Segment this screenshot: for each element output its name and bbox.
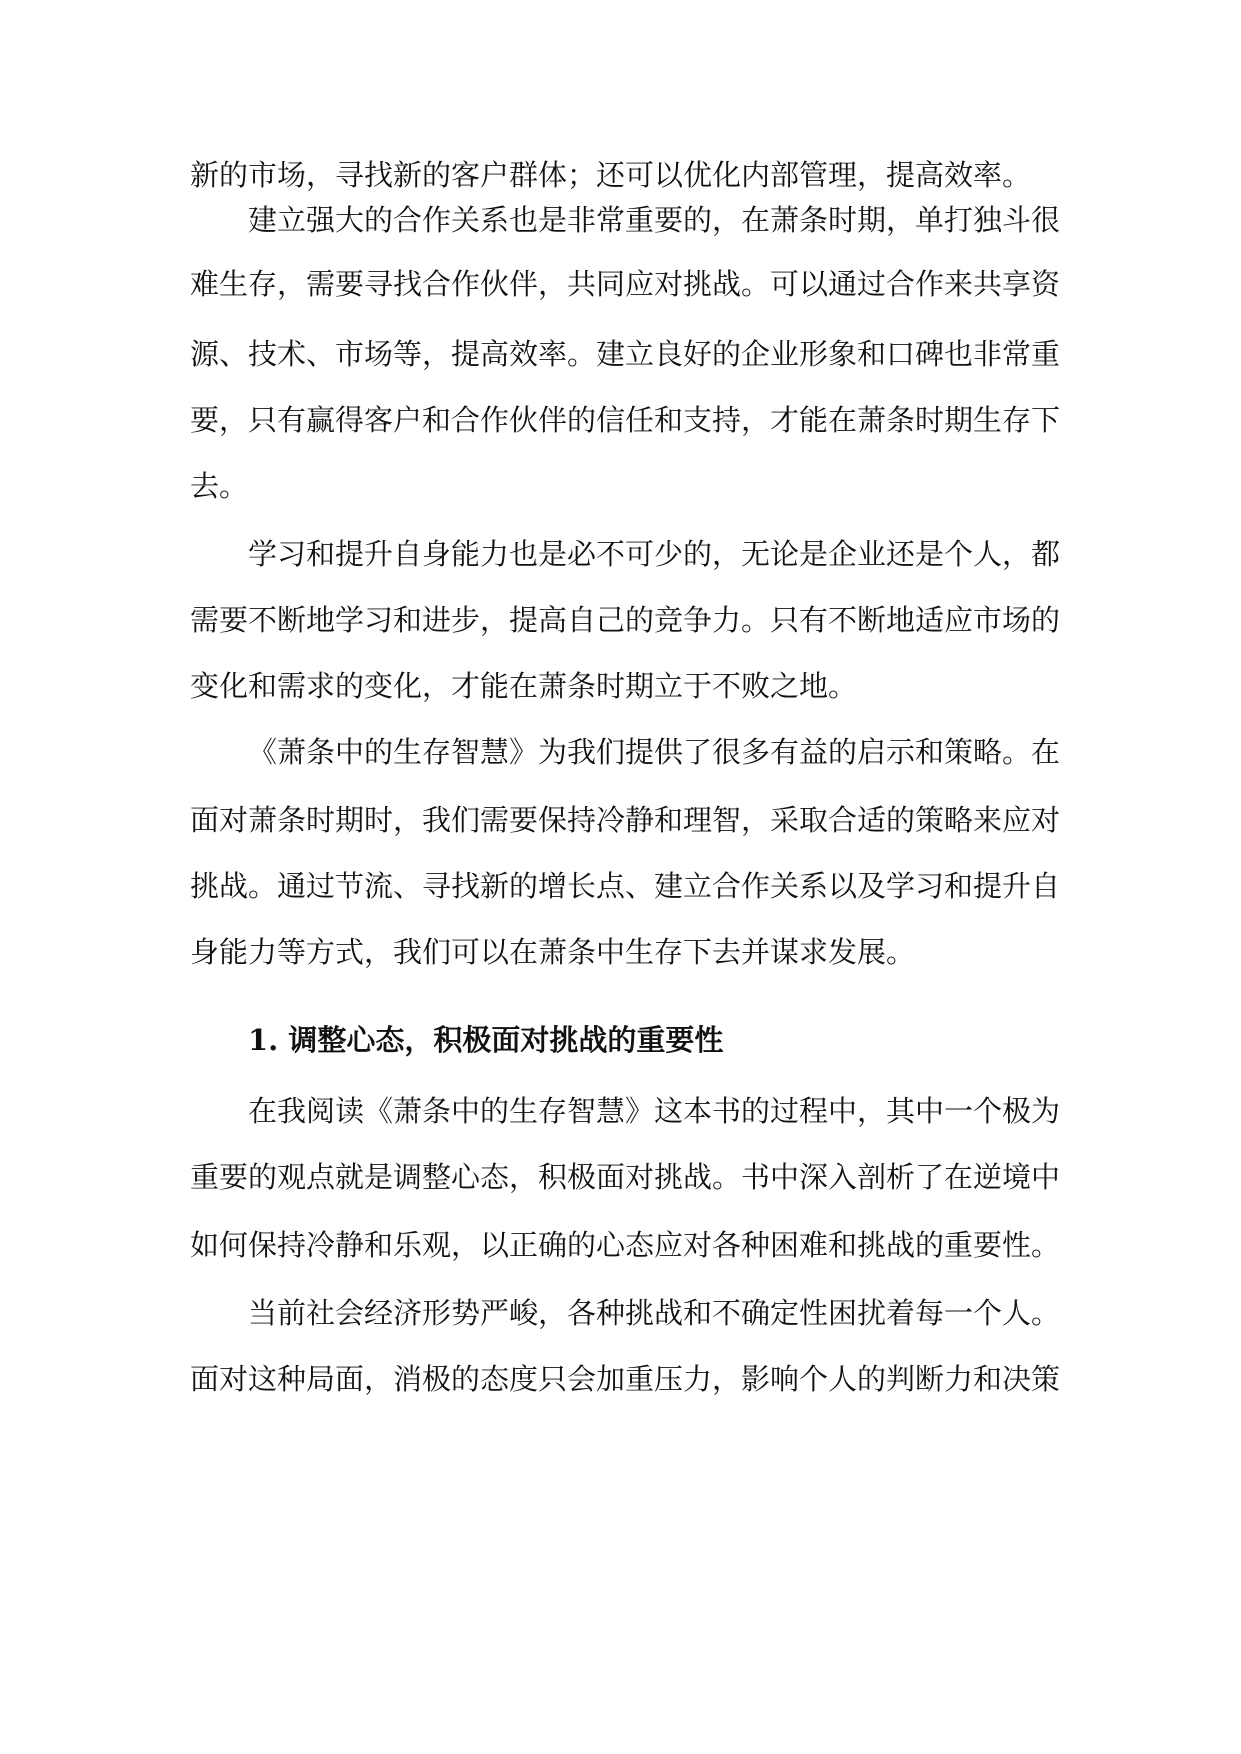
text-line: 如何保持冷静和乐观，以正确的心态应对各种困难和挑战的重要性。: [190, 1228, 1061, 1262]
text-line: 源、技术、市场等，提高效率。建立良好的企业形象和口碑也非常重: [190, 337, 1061, 371]
paragraph-start-line: 《萧条中的生存智慧》为我们提供了很多有益的启示和策略。在: [248, 735, 1061, 769]
paragraph-start-line: 学习和提升自身能力也是必不可少的，无论是企业还是个人，都: [248, 537, 1061, 571]
text-line: 要，只有赢得客户和合作伙伴的信任和支持，才能在萧条时期生存下: [190, 403, 1061, 437]
text-line: 新的市场，寻找新的客户群体；还可以优化内部管理，提高效率。: [190, 158, 1032, 192]
paragraph-start-line: 在我阅读《萧条中的生存智慧》这本书的过程中，其中一个极为: [248, 1094, 1061, 1128]
paragraph-start-line: 当前社会经济形势严峻，各种挑战和不确定性困扰着每一个人。: [248, 1296, 1061, 1330]
text-line: 挑战。通过节流、寻找新的增长点、建立合作关系以及学习和提升自: [190, 869, 1061, 903]
paragraph-start-line: 建立强大的合作关系也是非常重要的，在萧条时期，单打独斗很: [248, 203, 1061, 237]
section-heading: 1. 调整心态，积极面对挑战的重要性: [248, 1023, 724, 1057]
text-line: 变化和需求的变化，才能在萧条时期立于不败之地。: [190, 669, 858, 703]
text-line: 难生存，需要寻找合作伙伴，共同应对挑战。可以通过合作来共享资: [190, 267, 1061, 301]
text-line: 重要的观点就是调整心态，积极面对挑战。书中深入剖析了在逆境中: [190, 1160, 1061, 1194]
text-line: 面对萧条时期时，我们需要保持冷静和理智，采取合适的策略来应对: [190, 803, 1061, 837]
text-line: 需要不断地学习和进步，提高自己的竞争力。只有不断地适应市场的: [190, 603, 1061, 637]
text-line: 身能力等方式，我们可以在萧条中生存下去并谋求发展。: [190, 935, 916, 969]
text-line: 去。: [190, 469, 249, 503]
text-line: 面对这种局面，消极的态度只会加重压力，影响个人的判断力和决策: [190, 1362, 1061, 1396]
